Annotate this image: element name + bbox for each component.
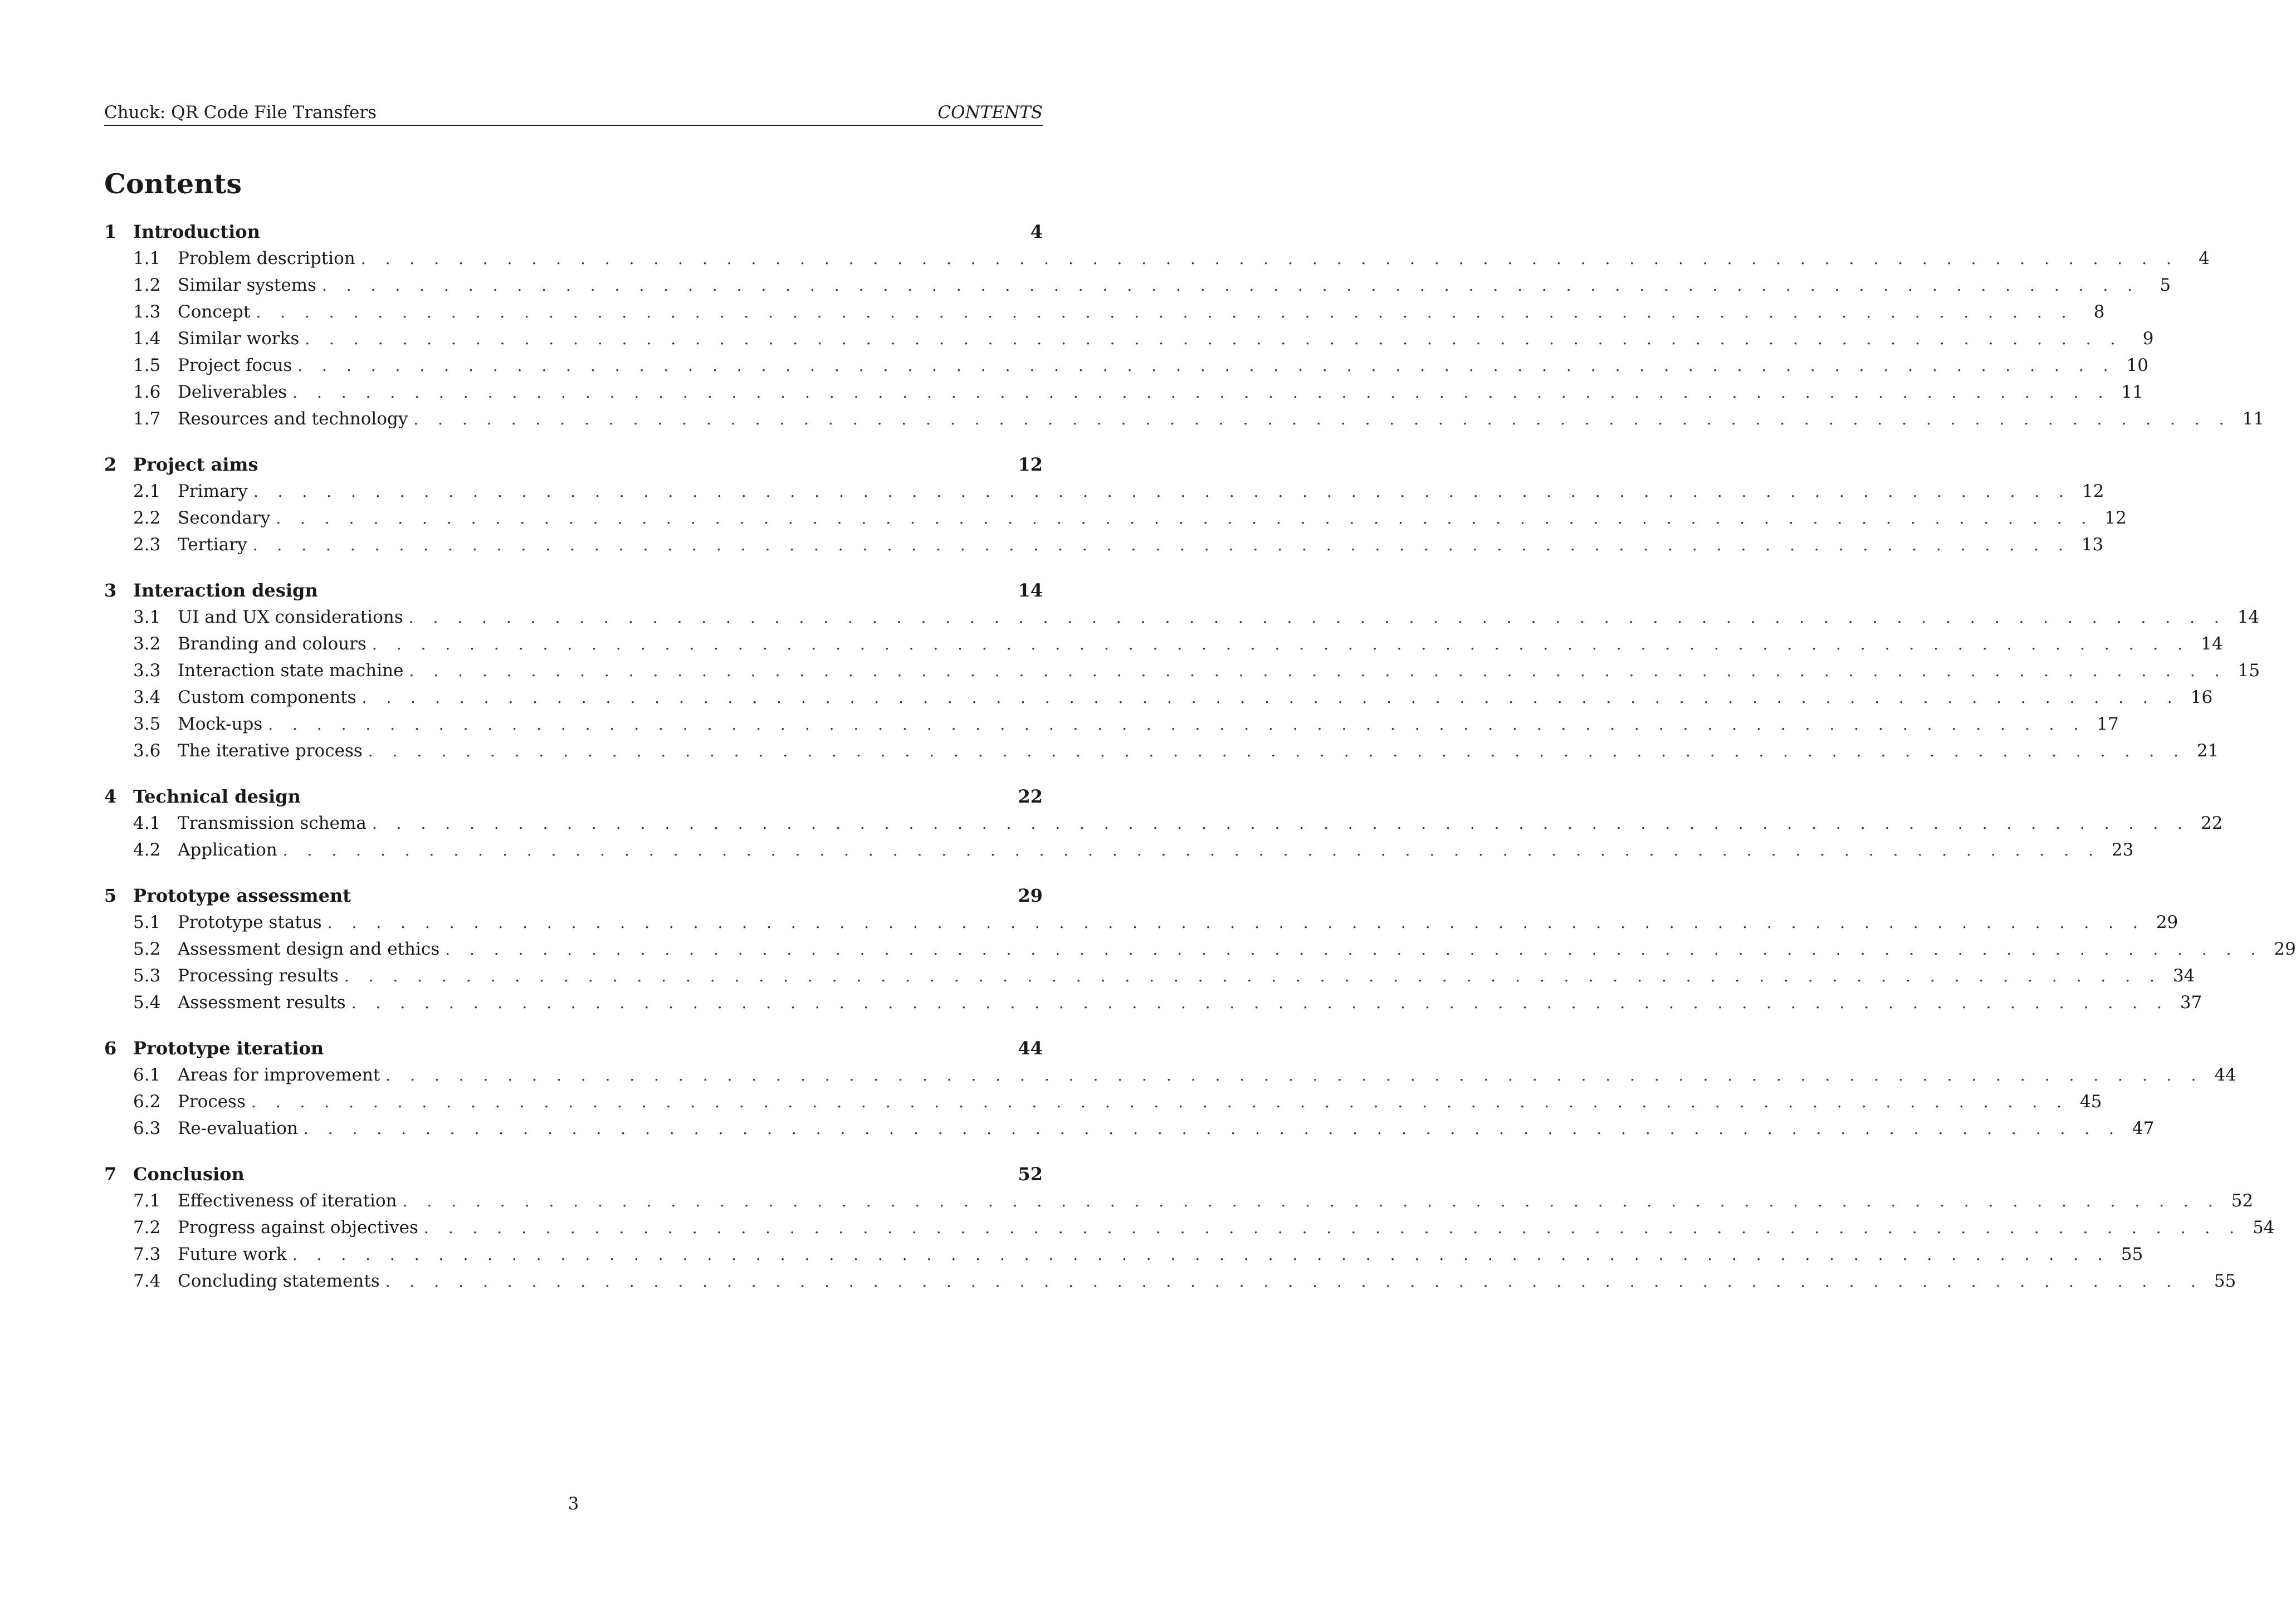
section-title: Interaction state machine xyxy=(178,661,404,681)
chapter-title: Prototype assessment xyxy=(133,885,351,906)
section-title: Deliverables xyxy=(178,382,287,402)
section-number: 6.1 xyxy=(133,1065,161,1085)
toc-chapter xyxy=(104,783,2223,863)
section-page-number: 12 xyxy=(2082,481,2104,501)
section-number: 2.3 xyxy=(133,535,161,555)
section-title: Resources and technology xyxy=(178,409,408,429)
toc-chapter-entry[interactable] xyxy=(104,783,1043,810)
section-title: Prototype status xyxy=(178,912,322,932)
section-number: 1.3 xyxy=(133,302,161,322)
toc-chapter xyxy=(104,1161,2275,1294)
dot-leader: . . . . . . . . . . . . . . . . . . . . . . . . . . . . . . . . . . . . . . . . . . . . . . . . . . . . . . . . . . . . . . . . . . . . . . . . . . . xyxy=(305,330,2123,348)
dot-leader: . . . . . . . . . . . . . . . . . . . . . . . . . . . . . . . . . . . . . . . . . . . . . . . . . . . . . . . . . . . . . . . . . . . . . . . . . . . xyxy=(423,1219,2242,1237)
section-page-number: 29 xyxy=(2274,939,2296,959)
header-section-name: CONTENTS xyxy=(937,102,1043,123)
dot-leader: . . . . . . . . . . . . . . . . . . . . . . . . . . . . . . . . . . . . . . . . . . . . . . . . . . . . . . . . . . . . . . . . . . . . . . . . . . . xyxy=(276,509,2094,527)
section-title: Similar systems xyxy=(178,275,316,295)
section-number: 4.1 xyxy=(133,813,161,833)
dot-leader: . . . . . . . . . . . . . . . . . . . . . . . . . . . . . . . . . . . . . . . . . . . . . . . . . . . . . . . . . . . . . . . . . . . . . . . . . . . xyxy=(409,662,2227,680)
dot-leader: . . . . . . . . . . . . . . . . . . . . . . . . . . . . . . . . . . . . . . . . . . . . . . . . . . . . . . . . . . . . . . . . . . . . . . . . . . . xyxy=(413,410,2231,428)
section-number: 7.2 xyxy=(133,1218,161,1238)
chapter-number: 7 xyxy=(104,1164,117,1185)
section-number: 2.1 xyxy=(133,481,161,501)
chapter-page-number: 14 xyxy=(1018,580,1043,601)
chapter-number: 5 xyxy=(104,885,117,906)
toc-section-entry[interactable] xyxy=(104,1187,2254,1214)
chapter-page-number: 4 xyxy=(1030,221,1043,242)
section-number: 1.4 xyxy=(133,329,161,349)
toc-section-entry[interactable] xyxy=(104,405,2264,432)
toc-section-entry[interactable] xyxy=(104,1268,2236,1294)
section-title: Similar works xyxy=(178,329,300,349)
section-page-number: 13 xyxy=(2081,535,2104,555)
dot-leader: . . . . . . . . . . . . . . . . . . . . . . . . . . . . . . . . . . . . . . . . . . . . . . . . . . . . . . . . . . . . . . . . . . . . . . . . . . . xyxy=(321,276,2140,295)
chapter-title: Conclusion xyxy=(133,1164,245,1185)
chapter-title: Introduction xyxy=(133,221,260,242)
section-number: 3.4 xyxy=(133,687,161,707)
section-number: 1.1 xyxy=(133,248,161,268)
section-number: 3.1 xyxy=(133,607,161,627)
section-title: Assessment results xyxy=(178,993,346,1013)
section-title: Branding and colours xyxy=(178,634,367,654)
toc-section-entry[interactable] xyxy=(104,1241,2143,1268)
toc-section-entry[interactable] xyxy=(104,936,2296,962)
chapter-title: Technical design xyxy=(133,786,301,807)
section-title: Transmission schema xyxy=(178,813,367,833)
section-page-number: 12 xyxy=(2104,508,2127,528)
toc-section-entry[interactable] xyxy=(104,245,2210,272)
section-page-number: 14 xyxy=(2201,634,2223,654)
running-header xyxy=(104,100,1043,126)
dot-leader: . . . . . . . . . . . . . . . . . . . . . . . . . . . . . . . . . . . . . . . . . . . . . . . . . . . . . . . . . . . . . . . . . . . . . . . . . . . xyxy=(372,635,2190,653)
toc-section-entry[interactable] xyxy=(104,909,2178,936)
section-page-number: 52 xyxy=(2231,1191,2254,1211)
section-page-number: 10 xyxy=(2126,355,2148,375)
section-number: 7.1 xyxy=(133,1191,161,1211)
section-title: Custom components xyxy=(178,687,356,707)
chapter-title: Interaction design xyxy=(133,580,318,601)
section-title: Effectiveness of iteration xyxy=(178,1191,397,1211)
section-number: 3.6 xyxy=(133,741,161,761)
dot-leader: . . . . . . . . . . . . . . . . . . . . . . . . . . . . . . . . . . . . . . . . . . . . . . . . . . . . . . . . . . . . . . . . . . . . . . . . . . . xyxy=(327,913,2145,932)
section-page-number: 11 xyxy=(2121,382,2143,402)
chapter-page-number: 29 xyxy=(1018,885,1043,906)
dot-leader: . . . . . . . . . . . . . . . . . . . . . . . . . . . . . . . . . . . . . . . . . . . . . . . . . . . . . . . . . . . . . . . . . . . . . . . . . . . xyxy=(360,250,2178,268)
dot-leader: . . . . . . . . . . . . . . . . . . . . . . . . . . . . . . . . . . . . . . . . . . . . . . . . . . . . . . . . . . . . . . . . . . . . . . . . . . . xyxy=(253,482,2071,501)
toc-chapter xyxy=(104,577,2260,764)
section-page-number: 16 xyxy=(2190,687,2213,707)
toc-section-entry[interactable] xyxy=(104,684,2213,711)
section-page-number: 37 xyxy=(2180,993,2202,1013)
section-page-number: 5 xyxy=(2160,275,2171,295)
dot-leader: . . . . . . . . . . . . . . . . . . . . . . . . . . . . . . . . . . . . . . . . . . . . . . . . . . . . . . . . . . . . . . . . . . . . . . . . . . . xyxy=(445,940,2263,959)
toc-section-entry[interactable] xyxy=(104,531,2104,558)
section-number: 5.1 xyxy=(133,912,161,932)
section-title: Problem description xyxy=(178,248,355,268)
chapter-number: 3 xyxy=(104,580,117,601)
dot-leader: . . . . . . . . . . . . . . . . . . . . . . . . . . . . . . . . . . . . . . . . . . . . . . . . . . . . . . . . . . . . . . . . . . . . . . . . . . . xyxy=(292,1245,2110,1264)
dot-leader: . . . . . . . . . . . . . . . . . . . . . . . . . . . . . . . . . . . . . . . . . . . . . . . . . . . . . . . . . . . . . . . . . . . . . . . . . . . xyxy=(402,1192,2220,1210)
toc-section-entry[interactable] xyxy=(104,1115,2155,1142)
section-page-number: 29 xyxy=(2156,912,2178,932)
toc-chapter xyxy=(104,218,2264,432)
toc-chapter-entry[interactable] xyxy=(104,451,1043,478)
dot-leader: . . . . . . . . . . . . . . . . . . . . . . . . . . . . . . . . . . . . . . . . . . . . . . . . . . . . . . . . . . . . . . . . . . . . . . . . . . . xyxy=(303,1120,2122,1138)
toc-section-entry[interactable] xyxy=(104,737,2219,764)
section-page-number: 54 xyxy=(2253,1218,2275,1238)
section-number: 2.2 xyxy=(133,508,161,528)
section-title: Project focus xyxy=(178,355,292,375)
dot-leader: . . . . . . . . . . . . . . . . . . . . . . . . . . . . . . . . . . . . . . . . . . . . . . . . . . . . . . . . . . . . . . . . . . . . . . . . . . . xyxy=(344,967,2162,985)
toc-chapter-entry[interactable] xyxy=(104,577,1043,604)
section-page-number: 21 xyxy=(2196,741,2219,761)
section-title: Concluding statements xyxy=(178,1271,380,1291)
toc-section-entry[interactable] xyxy=(104,505,2127,531)
section-page-number: 44 xyxy=(2214,1065,2236,1085)
section-title: Assessment design and ethics xyxy=(178,939,440,959)
dot-leader: . . . . . . . . . . . . . . . . . . . . . . . . . . . . . . . . . . . . . . . . . . . . . . . . . . . . . . . . . . . . . . . . . . . . . . . . . . . xyxy=(252,536,2070,554)
dot-leader: . . . . . . . . . . . . . . . . . . . . . . . . . . . . . . . . . . . . . . . . . . . . . . . . . . . . . . . . . . . . . . . . . . . . . . . . . . . xyxy=(385,1066,2204,1084)
chapter-number: 4 xyxy=(104,786,117,807)
section-page-number: 23 xyxy=(2111,840,2134,860)
chapter-title: Prototype iteration xyxy=(133,1038,324,1059)
toc-section-entry[interactable] xyxy=(104,352,2148,379)
toc-section-entry[interactable] xyxy=(104,272,2171,299)
section-page-number: 34 xyxy=(2172,966,2195,986)
section-title: Primary xyxy=(178,481,248,501)
section-page-number: 55 xyxy=(2121,1244,2143,1264)
toc-section-entry[interactable] xyxy=(104,810,2223,837)
toc-section-entry[interactable] xyxy=(104,1214,2275,1241)
toc-section-entry[interactable] xyxy=(104,657,2260,684)
section-title: Process xyxy=(178,1092,246,1112)
dot-leader: . . . . . . . . . . . . . . . . . . . . . . . . . . . . . . . . . . . . . . . . . . . . . . . . . . . . . . . . . . . . . . . . . . . . . . . . . . . xyxy=(362,688,2180,707)
dot-leader: . . . . . . . . . . . . . . . . . . . . . . . . . . . . . . . . . . . . . . . . . . . . . . . . . . . . . . . . . . . . . . . . . . . . . . . . . . . xyxy=(385,1272,2203,1291)
toc-heading: Contents xyxy=(104,168,242,200)
section-number: 6.3 xyxy=(133,1118,161,1138)
section-title: Re-evaluation xyxy=(178,1118,298,1138)
section-page-number: 9 xyxy=(2142,329,2154,349)
toc-section-entry[interactable] xyxy=(104,299,2105,325)
toc-section-entry[interactable] xyxy=(104,711,2119,737)
dot-leader: . . . . . . . . . . . . . . . . . . . . . . . . . . . . . . . . . . . . . . . . . . . . . . . . . . . . . . . . . . . . . . . . . . . . . . . . . . . xyxy=(297,356,2116,375)
section-number: 5.2 xyxy=(133,939,161,959)
chapter-page-number: 12 xyxy=(1018,454,1043,475)
section-page-number: 11 xyxy=(2242,409,2264,429)
toc-section-entry[interactable] xyxy=(104,630,2223,657)
section-page-number: 45 xyxy=(2080,1092,2102,1112)
toc-section-entry[interactable] xyxy=(104,962,2195,989)
section-title: Concept xyxy=(178,302,251,322)
section-title: Future work xyxy=(178,1244,287,1264)
chapter-page-number: 52 xyxy=(1018,1164,1043,1185)
section-page-number: 14 xyxy=(2237,607,2260,627)
toc-section-entry[interactable] xyxy=(104,379,2143,405)
section-page-number: 8 xyxy=(2093,302,2105,322)
section-number: 3.5 xyxy=(133,714,161,734)
section-number: 1.2 xyxy=(133,275,161,295)
section-title: Mock-ups xyxy=(178,714,263,734)
chapter-page-number: 22 xyxy=(1018,786,1043,807)
toc-section-entry[interactable] xyxy=(104,325,2154,352)
dot-leader: . . . . . . . . . . . . . . . . . . . . . . . . . . . . . . . . . . . . . . . . . . . . . . . . . . . . . . . . . . . . . . . . . . . . . . . . . . . xyxy=(251,1093,2069,1111)
toc-section-entry[interactable] xyxy=(104,478,2104,505)
dot-leader: . . . . . . . . . . . . . . . . . . . . . . . . . . . . . . . . . . . . . . . . . . . . . . . . . . . . . . . . . . . . . . . . . . . . . . . . . . . xyxy=(256,303,2074,321)
section-number: 7.4 xyxy=(133,1271,161,1291)
section-number: 1.5 xyxy=(133,355,161,375)
section-title: Application xyxy=(178,840,277,860)
toc-section-entry[interactable] xyxy=(104,1088,2102,1115)
section-number: 1.7 xyxy=(133,409,161,429)
section-title: The iterative process xyxy=(178,741,363,761)
toc-chapter-entry[interactable] xyxy=(104,218,1043,245)
section-title: Secondary xyxy=(178,508,271,528)
section-number: 1.6 xyxy=(133,382,161,402)
toc-section-entry[interactable] xyxy=(104,837,2134,863)
toc-chapter xyxy=(104,882,2296,1016)
chapter-number: 6 xyxy=(104,1038,117,1059)
section-number: 6.2 xyxy=(133,1092,161,1112)
toc-section-entry[interactable] xyxy=(104,1062,2236,1088)
section-number: 5.4 xyxy=(133,993,161,1013)
chapter-number: 2 xyxy=(104,454,117,475)
section-number: 5.3 xyxy=(133,966,161,986)
toc-chapter xyxy=(104,451,2127,558)
chapter-number: 1 xyxy=(104,221,117,242)
section-page-number: 55 xyxy=(2214,1271,2236,1291)
toc-chapter-entry[interactable] xyxy=(104,1161,1043,1187)
header-document-title: Chuck: QR Code File Transfers xyxy=(104,102,377,123)
toc-chapter-entry[interactable] xyxy=(104,1035,1043,1062)
chapter-page-number: 44 xyxy=(1018,1038,1043,1059)
dot-leader: . . . . . . . . . . . . . . . . . . . . . . . . . . . . . . . . . . . . . . . . . . . . . . . . . . . . . . . . . . . . . . . . . . . . . . . . . . . xyxy=(351,994,2169,1012)
toc-section-entry[interactable] xyxy=(104,604,2260,630)
section-page-number: 47 xyxy=(2132,1118,2155,1138)
section-number: 3.2 xyxy=(133,634,161,654)
section-page-number: 17 xyxy=(2097,714,2119,734)
dot-leader: . . . . . . . . . . . . . . . . . . . . . . . . . . . . . . . . . . . . . . . . . . . . . . . . . . . . . . . . . . . . . . . . . . . . . . . . . . . xyxy=(372,814,2190,833)
toc-section-entry[interactable] xyxy=(104,989,2202,1016)
section-title: Tertiary xyxy=(178,535,247,555)
section-title: Progress against objectives xyxy=(178,1218,418,1238)
dot-leader: . . . . . . . . . . . . . . . . . . . . . . . . . . . . . . . . . . . . . . . . . . . . . . . . . . . . . . . . . . . . . . . . . . . . . . . . . . . xyxy=(368,742,2186,760)
page-number: 3 xyxy=(568,1494,579,1514)
dot-leader: . . . . . . . . . . . . . . . . . . . . . . . . . . . . . . . . . . . . . . . . . . . . . . . . . . . . . . . . . . . . . . . . . . . . . . . . . . . xyxy=(408,608,2226,627)
section-number: 7.3 xyxy=(133,1244,161,1264)
section-page-number: 22 xyxy=(2201,813,2223,833)
document-page xyxy=(104,0,2296,1613)
section-number: 4.2 xyxy=(133,840,161,860)
section-title: UI and UX considerations xyxy=(178,607,403,627)
chapter-title: Project aims xyxy=(133,454,258,475)
section-page-number: 15 xyxy=(2238,661,2260,681)
dot-leader: . . . . . . . . . . . . . . . . . . . . . . . . . . . . . . . . . . . . . . . . . . . . . . . . . . . . . . . . . . . . . . . . . . . . . . . . . . . xyxy=(282,841,2100,859)
dot-leader: . . . . . . . . . . . . . . . . . . . . . . . . . . . . . . . . . . . . . . . . . . . . . . . . . . . . . . . . . . . . . . . . . . . . . . . . . . . xyxy=(292,383,2111,402)
toc-chapter-entry[interactable] xyxy=(104,882,1043,909)
toc-chapter xyxy=(104,1035,2236,1142)
dot-leader: . . . . . . . . . . . . . . . . . . . . . . . . . . . . . . . . . . . . . . . . . . . . . . . . . . . . . . . . . . . . . . . . . . . . . . . . . . . xyxy=(268,715,2086,734)
section-page-number: 4 xyxy=(2199,248,2210,268)
section-number: 3.3 xyxy=(133,661,161,681)
table-of-contents xyxy=(104,218,2296,1313)
section-title: Processing results xyxy=(178,966,339,986)
section-title: Areas for improvement xyxy=(178,1065,380,1085)
